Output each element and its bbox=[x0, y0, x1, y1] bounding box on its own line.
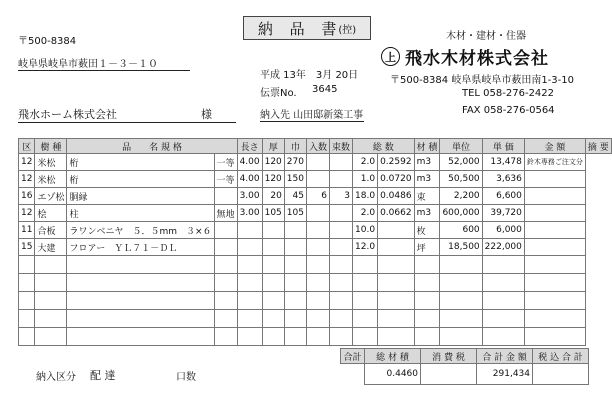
cell-width: 105 bbox=[284, 205, 306, 222]
cell-unit: m3 bbox=[414, 154, 440, 171]
col-header: 長さ bbox=[237, 139, 262, 154]
cell-amount: 6,000 bbox=[482, 222, 524, 239]
cell-length: 3.00 bbox=[237, 188, 262, 205]
company-logo-icon: 上 bbox=[381, 47, 400, 66]
cell-iri: 6 bbox=[306, 188, 329, 205]
cell-amount: 13,478 bbox=[482, 154, 524, 171]
cell-note bbox=[524, 171, 585, 188]
col-header: 単 価 bbox=[482, 139, 524, 154]
cell-grade: 一等 bbox=[214, 154, 237, 171]
cell-ku: 16 bbox=[19, 188, 35, 205]
cell-length: 4.00 bbox=[237, 171, 262, 188]
cell-volume bbox=[378, 239, 415, 256]
cell-volume: 0.0662 bbox=[378, 205, 415, 222]
empty-row bbox=[19, 310, 612, 328]
issue-date: 平成 13年 3月 20日 bbox=[260, 70, 359, 81]
cell-width: 270 bbox=[284, 154, 306, 171]
cell-price: 50,500 bbox=[440, 171, 482, 188]
empty-row bbox=[19, 328, 612, 346]
cell-iri bbox=[306, 154, 329, 171]
cell-amount: 3,636 bbox=[482, 171, 524, 188]
cell-thick: 120 bbox=[262, 171, 284, 188]
table-row bbox=[19, 205, 612, 222]
col-header: 厚 bbox=[262, 139, 284, 154]
customer-honorific: 様 bbox=[201, 108, 212, 121]
cell-amount: 39,720 bbox=[482, 205, 524, 222]
cell-thick: 105 bbox=[262, 205, 284, 222]
cell-price: 600,000 bbox=[440, 205, 482, 222]
col-header: 材 積 bbox=[414, 139, 440, 154]
empty-row bbox=[19, 256, 612, 274]
customer-line bbox=[18, 106, 236, 123]
tax-label: 消 費 税 bbox=[421, 349, 477, 364]
cell-grade bbox=[214, 188, 237, 205]
cell-width bbox=[284, 222, 306, 239]
col-header: 入数 bbox=[306, 139, 329, 154]
tax-incl-value bbox=[533, 364, 589, 385]
table-row bbox=[19, 171, 612, 188]
cell-volume: 0.0486 bbox=[378, 188, 415, 205]
cell-length: 3.00 bbox=[237, 205, 262, 222]
cell-species: 桧 bbox=[35, 205, 67, 222]
cell-price: 52,000 bbox=[440, 154, 482, 171]
col-header: 摘 要 bbox=[585, 139, 611, 154]
cell-taba: 3 bbox=[330, 188, 353, 205]
cell-thick bbox=[262, 222, 284, 239]
col-header: 品 名 規 格 bbox=[67, 139, 237, 154]
total-volume-label: 総 材 積 bbox=[365, 349, 421, 364]
cell-name: フロアー ＹＬ７１－ＤＬ bbox=[67, 239, 214, 256]
cell-unit: 枚 bbox=[414, 222, 440, 239]
cell-width: 45 bbox=[284, 188, 306, 205]
cell-total: 18.0 bbox=[353, 188, 378, 205]
total-amount-label: 合 計 金 額 bbox=[477, 349, 533, 364]
cell-amount: 6,600 bbox=[482, 188, 524, 205]
col-header: 金 額 bbox=[524, 139, 585, 154]
cell-taba bbox=[330, 171, 353, 188]
document-title-suffix: (控) bbox=[338, 24, 357, 36]
cell-unit: m3 bbox=[414, 205, 440, 222]
delivery-destination bbox=[260, 106, 364, 122]
delivery-category: 配 達 bbox=[90, 369, 116, 382]
cell-grade bbox=[214, 239, 237, 256]
cell-length bbox=[237, 239, 262, 256]
cell-note bbox=[524, 205, 585, 222]
table-row bbox=[19, 222, 612, 239]
cell-species: エゾ松 bbox=[35, 188, 67, 205]
cell-width: 150 bbox=[284, 171, 306, 188]
cell-iri bbox=[306, 205, 329, 222]
delivery-label: 納入先 bbox=[260, 110, 290, 121]
cell-total: 12.0 bbox=[353, 239, 378, 256]
cell-taba bbox=[330, 222, 353, 239]
cell-total: 2.0 bbox=[353, 205, 378, 222]
cell-species: 米松 bbox=[35, 171, 67, 188]
cell-ku: 15 bbox=[19, 239, 35, 256]
cell-thick: 120 bbox=[262, 154, 284, 171]
company-address: 〒500-8384 岐阜県岐阜市薮田南1-3-10 bbox=[390, 75, 574, 86]
cell-thick bbox=[262, 239, 284, 256]
recipient-address: 岐阜県岐阜市薮田１－３－１０ bbox=[18, 55, 190, 71]
tax-incl-label: 税 込 合 計 bbox=[533, 349, 589, 364]
cell-total: 1.0 bbox=[353, 171, 378, 188]
delivery-category-label: 納入区分 bbox=[36, 372, 76, 383]
cell-species: 合板 bbox=[35, 222, 67, 239]
cell-name: 胴縁 bbox=[67, 188, 214, 205]
document-title-box bbox=[243, 16, 371, 40]
slip-number: 3645 bbox=[312, 84, 338, 95]
cell-price: 2,200 bbox=[440, 188, 482, 205]
cell-unit: 坪 bbox=[414, 239, 440, 256]
company-fax: FAX 058-276-0564 bbox=[462, 105, 555, 116]
customer-name: 飛水ホーム株式会社 bbox=[18, 108, 117, 121]
slip-label: 伝票No. bbox=[260, 88, 297, 99]
col-header: 束数 bbox=[330, 139, 353, 154]
empty-row bbox=[19, 292, 612, 310]
cell-name: 桁 bbox=[67, 171, 214, 188]
document-title: 納 品 書 bbox=[257, 19, 343, 38]
cell-species: 大建 bbox=[35, 239, 67, 256]
col-header: 樹 種 bbox=[35, 139, 67, 154]
delivery-site: 山田邸新築工事 bbox=[293, 110, 364, 121]
cell-taba bbox=[330, 154, 353, 171]
totals-table bbox=[340, 348, 589, 385]
cell-note: 鈴木専務ご注文分 bbox=[524, 154, 585, 171]
empty-row bbox=[19, 274, 612, 292]
table-row bbox=[19, 188, 612, 205]
cell-unit: 束 bbox=[414, 188, 440, 205]
cell-thick: 20 bbox=[262, 188, 284, 205]
cell-name: 桁 bbox=[67, 154, 214, 171]
items-table bbox=[18, 138, 612, 346]
col-header: 総 数 bbox=[353, 139, 415, 154]
cell-price: 600 bbox=[440, 222, 482, 239]
table-header-row bbox=[19, 139, 612, 154]
cell-ku: 12 bbox=[19, 171, 35, 188]
company-tagline: 木材・建材・住器 bbox=[446, 31, 526, 42]
cell-unit: m3 bbox=[414, 171, 440, 188]
cell-note bbox=[524, 239, 585, 256]
cell-taba bbox=[330, 239, 353, 256]
cell-ku: 12 bbox=[19, 205, 35, 222]
cell-total: 2.0 bbox=[353, 154, 378, 171]
cell-ku: 11 bbox=[19, 222, 35, 239]
col-header: 区 bbox=[19, 139, 35, 154]
cell-iri bbox=[306, 222, 329, 239]
cell-ku: 12 bbox=[19, 154, 35, 171]
cell-iri bbox=[306, 239, 329, 256]
cell-note bbox=[524, 188, 585, 205]
cell-name: 柱 bbox=[67, 205, 214, 222]
cell-grade bbox=[214, 222, 237, 239]
table-row bbox=[19, 239, 612, 256]
cell-volume: 0.2592 bbox=[378, 154, 415, 171]
parcel-count-label: 口数 bbox=[176, 372, 196, 383]
cell-name: ラワンベニヤ ５．５mm ３×６ bbox=[67, 222, 214, 239]
cell-note bbox=[524, 222, 585, 239]
cell-length: 4.00 bbox=[237, 154, 262, 171]
cell-taba bbox=[330, 205, 353, 222]
col-header: 単位 bbox=[440, 139, 482, 154]
total-label: 合計 bbox=[341, 349, 365, 364]
cell-grade: 一等 bbox=[214, 171, 237, 188]
cell-total: 10.0 bbox=[353, 222, 378, 239]
company-tel: TEL 058-276-2422 bbox=[462, 88, 555, 99]
cell-iri bbox=[306, 171, 329, 188]
cell-length bbox=[237, 222, 262, 239]
table-row bbox=[19, 154, 612, 171]
company-name: 飛水木材株式会社 bbox=[405, 49, 549, 69]
tax-value bbox=[421, 364, 477, 385]
cell-volume: 0.0720 bbox=[378, 171, 415, 188]
cell-grade: 無地 bbox=[214, 205, 237, 222]
sender-postal: 〒500-8384 bbox=[18, 36, 77, 47]
col-header: 巾 bbox=[284, 139, 306, 154]
cell-volume bbox=[378, 222, 415, 239]
cell-amount: 222,000 bbox=[482, 239, 524, 256]
total-volume-value: 0.4460 bbox=[365, 364, 421, 385]
cell-price: 18,500 bbox=[440, 239, 482, 256]
cell-width bbox=[284, 239, 306, 256]
cell-species: 米松 bbox=[35, 154, 67, 171]
total-amount-value: 291,434 bbox=[477, 364, 533, 385]
